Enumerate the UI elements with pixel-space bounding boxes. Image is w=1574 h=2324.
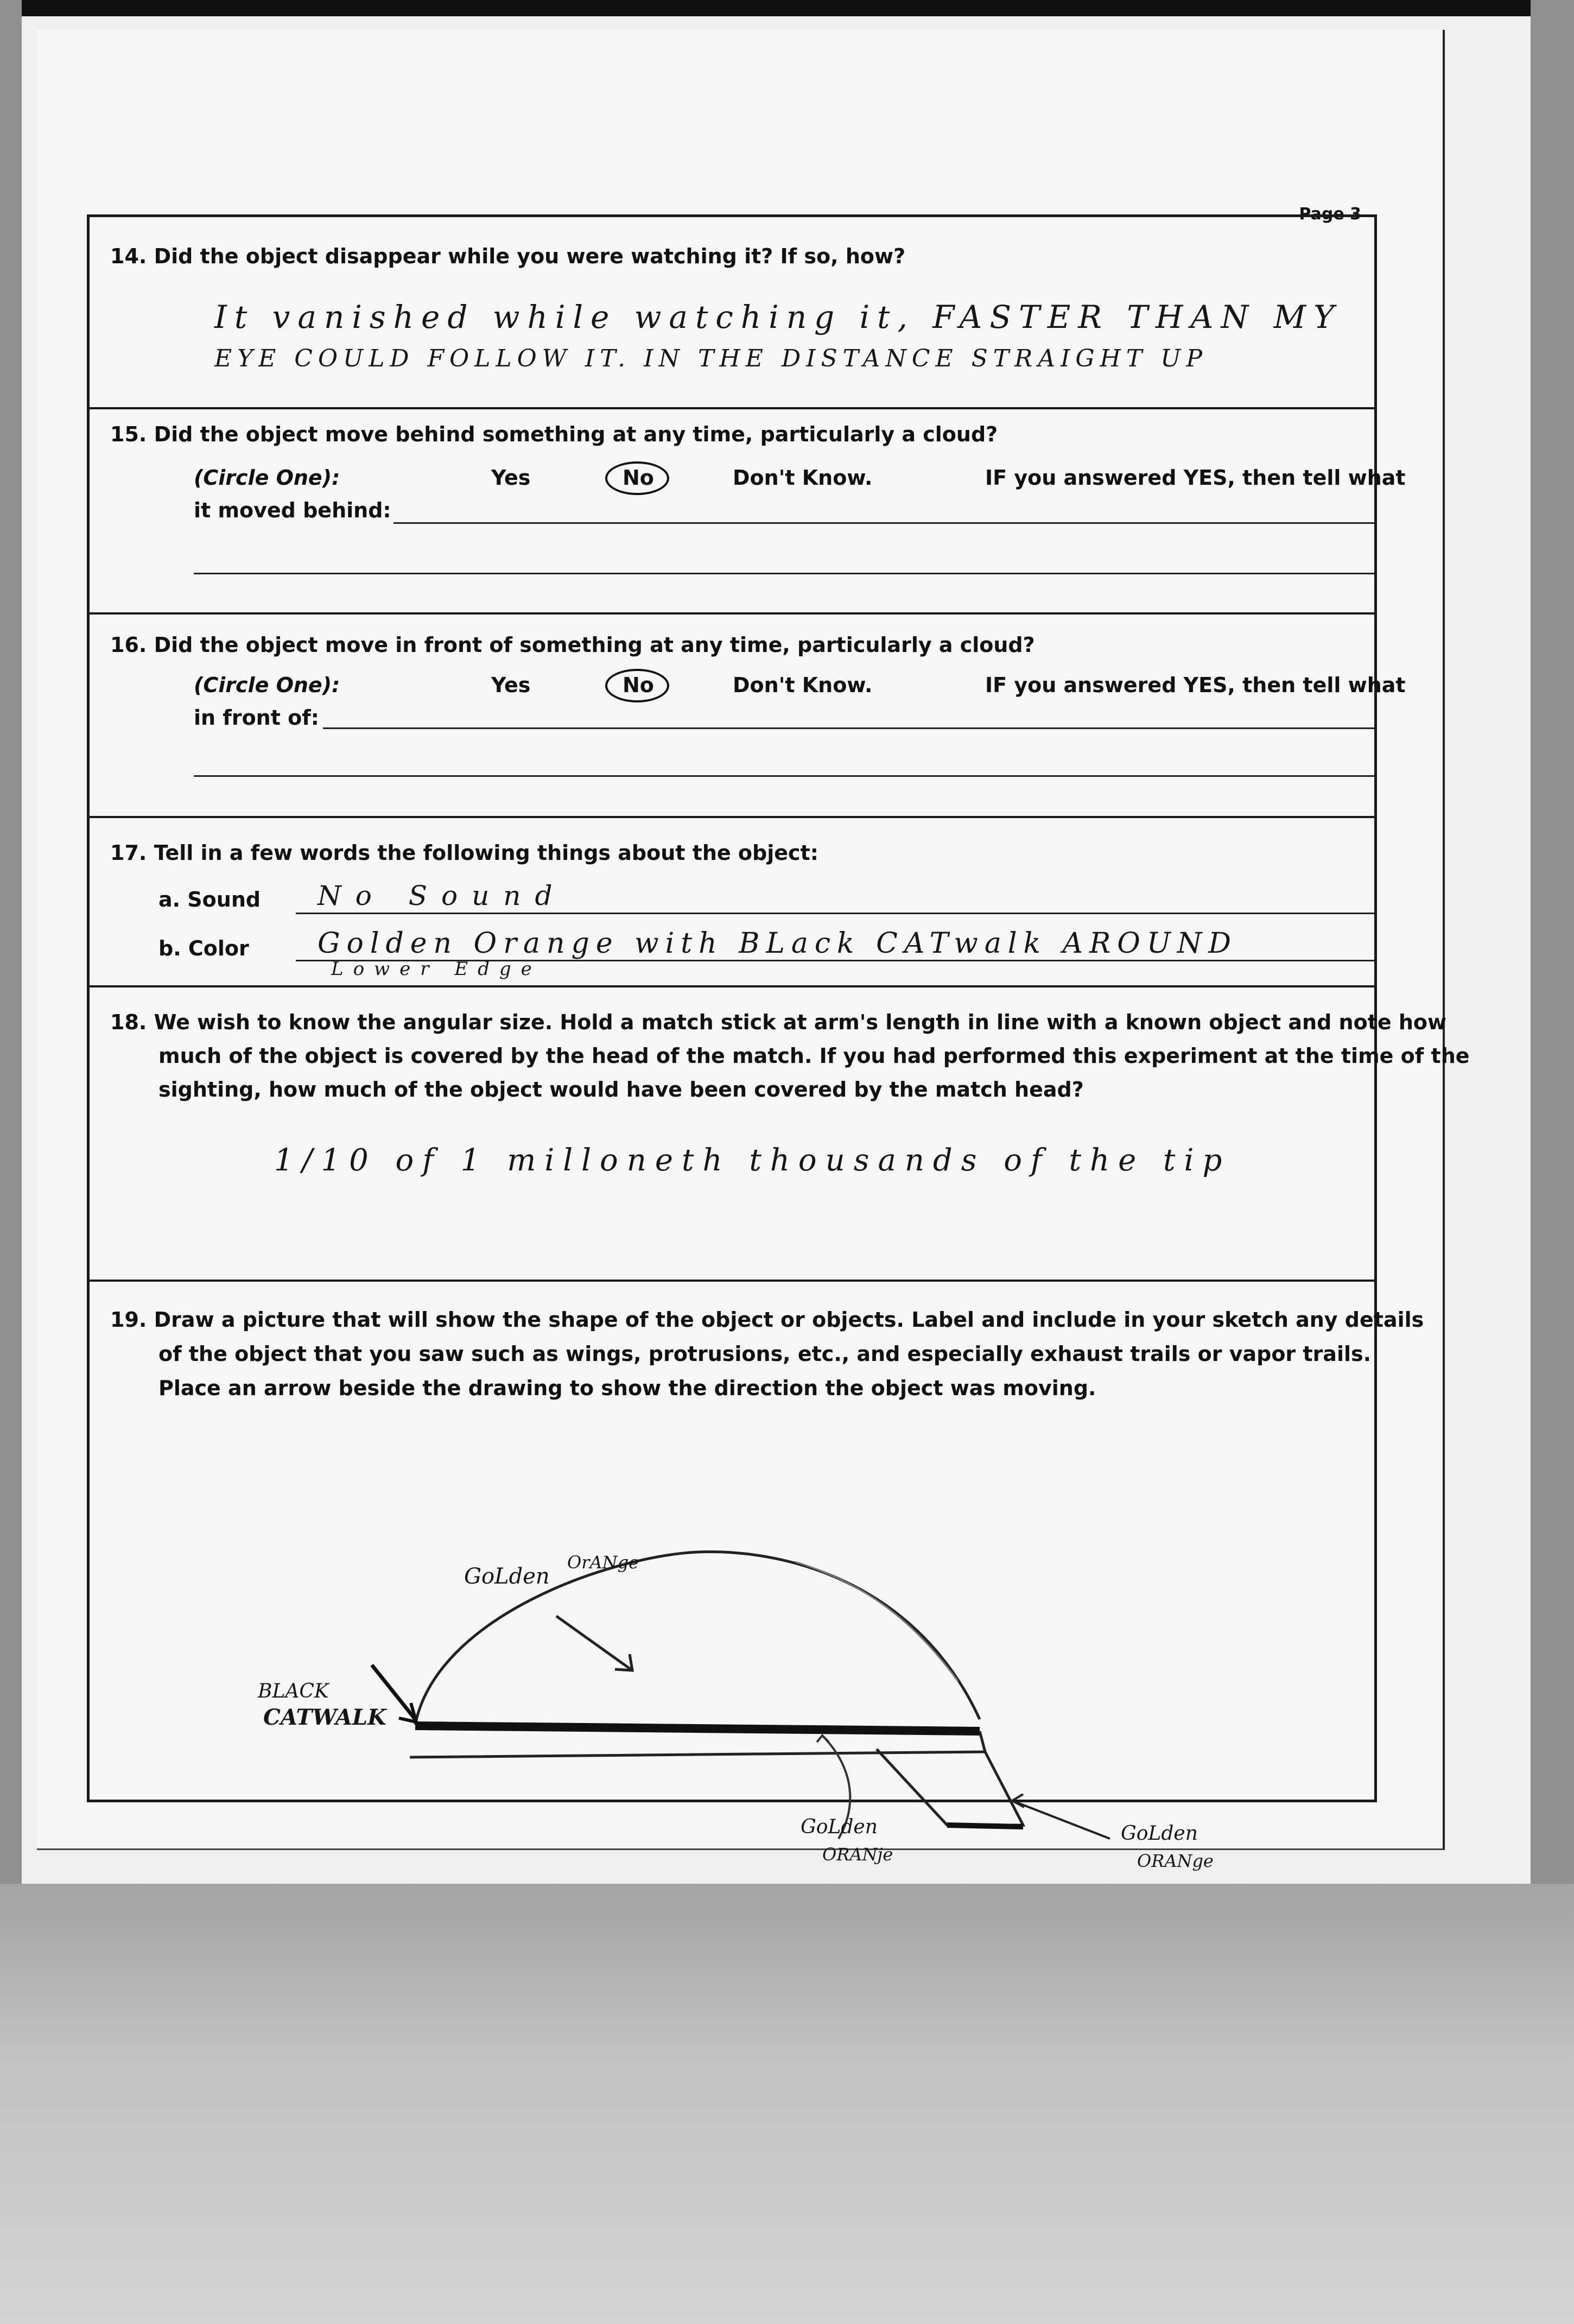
- question-16-answer-line-2[interactable]: [194, 775, 1374, 777]
- label-bottom-part-2: ORANje: [822, 1844, 893, 1865]
- label-top-part-1: GoLden: [464, 1564, 550, 1589]
- question-19-line-1: [110, 1308, 1424, 1332]
- question-14-number: 14.: [110, 244, 147, 268]
- question-18-text-line-1: We wish to know the angular size. Hold a match stick at arm's length in line with a known object and note how: [154, 1010, 1447, 1034]
- question-17-number: 17.: [110, 841, 147, 865]
- question-16-section: [90, 612, 1406, 818]
- question-17: [110, 841, 818, 865]
- question-16-circle-one-label: (Circle One):: [194, 673, 340, 697]
- question-16-option-dont-know[interactable]: Don't Know.: [733, 673, 873, 697]
- label-top-part-2: OrANge: [567, 1552, 639, 1573]
- question-15: [110, 422, 998, 446]
- question-15-option-yes[interactable]: Yes: [491, 466, 531, 490]
- question-16-text: Did the object move in front of something at any time, particularly a cloud?: [154, 633, 1035, 657]
- question-19-number: 19.: [110, 1308, 147, 1332]
- question-17-color-label: b. Color: [158, 936, 249, 960]
- object-sketch: [90, 1410, 1376, 1871]
- arrow-right-label: [1012, 1801, 1110, 1839]
- question-16-option-yes[interactable]: Yes: [491, 673, 531, 697]
- question-15-if-yes-instruction: IF you answered YES, then tell what: [985, 466, 1406, 490]
- question-17-sound-line[interactable]: [296, 913, 1374, 914]
- form-page: [37, 30, 1470, 1871]
- question-15-number: 15.: [110, 422, 147, 446]
- arrow-top-label: [556, 1616, 632, 1670]
- scan-lower-margin: [0, 1884, 1574, 2324]
- question-14: [110, 244, 905, 268]
- question-15-text: Did the object move behind something at any time, particularly a cloud?: [154, 422, 998, 446]
- label-right-part-1: GoLden: [1121, 1822, 1198, 1845]
- question-15-answer-line-2[interactable]: [194, 573, 1374, 574]
- question-19-text-line-2: of the object that you saw such as wings, protrusions, etc., and especially exhaust trails or vapor trails.: [158, 1342, 1372, 1366]
- question-19-section: [90, 1280, 1424, 1871]
- question-16-selected-circle: [605, 669, 669, 702]
- question-14-answer-line-2: EYE COULD FOLLOW IT. IN THE DISTANCE STRAIGHT UP: [214, 345, 1208, 372]
- question-16-if-yes-instruction: IF you answered YES, then tell what: [985, 673, 1406, 697]
- questionnaire-form: [87, 214, 1470, 1871]
- question-17-section: [90, 816, 1374, 987]
- label-right-part-2: ORANge: [1137, 1851, 1214, 1871]
- question-17-color-answer: Golden Orange with BLack CATwalk AROUND: [318, 927, 1237, 960]
- question-17-color-answer-continued: Lower Edge: [331, 958, 542, 980]
- question-15-selected-circle: [605, 461, 669, 495]
- page-number: Page 3: [1299, 205, 1361, 224]
- question-18-text-line-2: much of the object is covered by the head of the match. If you had performed this experiment at the time of the: [158, 1044, 1470, 1068]
- label-bottom-part-1: GoLden: [801, 1816, 878, 1838]
- question-15-circle-one-label: (Circle One):: [194, 466, 340, 490]
- label-left-part-2: CATWALK: [263, 1705, 386, 1730]
- question-15-follow-label: it moved behind:: [194, 498, 391, 522]
- question-16-follow-label: in front of:: [194, 706, 319, 730]
- question-15-option-dont-know[interactable]: Don't Know.: [733, 466, 873, 490]
- question-14-text: Did the object disappear while you were watching it? If so, how?: [154, 244, 906, 268]
- question-18-answer: 1/10 of 1 milloneth thousands of the tip: [274, 1143, 1231, 1178]
- question-17-sound-answer: No Sound: [318, 880, 567, 911]
- question-14-section: [90, 217, 1374, 409]
- sketch-protrusion: [877, 1749, 1023, 1825]
- question-18-number: 18.: [110, 1010, 147, 1034]
- sketch-protrusion-base: [947, 1825, 1023, 1827]
- label-left-part-1: BLACK: [258, 1680, 329, 1702]
- sketch-base-outline: [410, 1731, 985, 1757]
- question-19-text-line-1: Draw a picture that will show the shape of the object or objects. Label and include in your sketch any details: [154, 1308, 1424, 1332]
- question-18-text-line-3: sighting, how much of the object would have been covered by the match head?: [158, 1078, 1084, 1101]
- question-14-answer-line-1: It vanished while watching it, FASTER THAN MY: [214, 299, 1342, 335]
- arrow-bottom-head: [817, 1736, 829, 1742]
- question-19-text-line-3: Place an arrow beside the drawing to show the direction the object was moving.: [158, 1376, 1096, 1400]
- question-15-answer-line-1[interactable]: [394, 522, 1374, 524]
- question-17-text: Tell in a few words the following things about the object:: [154, 841, 818, 865]
- question-15-section: [90, 407, 1406, 615]
- question-18-section: [90, 985, 1470, 1282]
- question-16-answer-line-1[interactable]: [323, 727, 1374, 729]
- question-15-option-no[interactable]: No: [623, 466, 654, 490]
- question-18-line-1: [110, 1010, 1446, 1034]
- question-16: [110, 633, 1035, 657]
- question-17-sound-label: a. Sound: [158, 888, 261, 911]
- question-16-number: 16.: [110, 633, 147, 657]
- sketch-catwalk-band: [415, 1726, 980, 1731]
- sketch-dome-secondary-outline: [795, 1562, 958, 1681]
- question-16-option-no[interactable]: No: [623, 673, 654, 697]
